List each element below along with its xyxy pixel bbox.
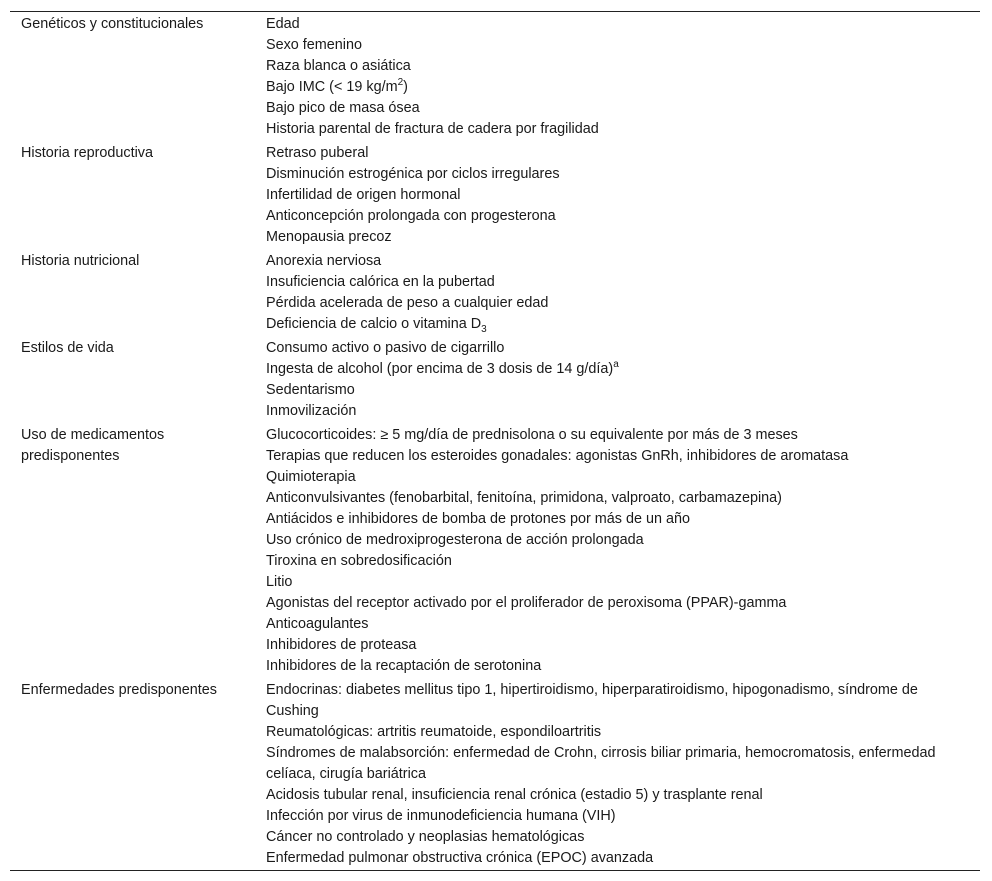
list-item-text: Glucocorticoides: ≥ 5 mg/día de prednisolona o su equivalente por más de 3 meses <box>266 427 798 443</box>
superscript: 2 <box>397 77 404 89</box>
list-item-text: Antiácidos e inhibidores de bomba de protones por más de un año <box>266 511 691 527</box>
list-item <box>266 572 966 593</box>
list-item <box>266 98 966 119</box>
list-item <box>266 467 966 488</box>
risk-factors-table-container <box>10 11 980 871</box>
list-item <box>266 251 966 272</box>
list-item-text: Retraso puberal <box>266 145 369 161</box>
list-item-text: Anticonvulsivantes (fenobarbital, fenitoína, primidona, valproato, carbamazepina) <box>266 490 782 506</box>
list-item <box>266 722 966 743</box>
category-cell: Genéticos y constitucionales <box>21 16 204 32</box>
list-item-text: Síndromes de malabsorción: enfermedad de Crohn, cirrosis biliar primaria, hemocromatosis, enfermedad celíaca, cirugía bariátrica <box>266 745 936 782</box>
list-item <box>266 185 966 206</box>
list-item <box>266 509 966 530</box>
list-item <box>266 14 966 35</box>
superscript: a <box>613 359 619 371</box>
list-item <box>266 143 966 164</box>
list-item <box>266 656 966 677</box>
list-item-text: Uso crónico de medroxiprogesterona de acción prolongada <box>266 532 644 548</box>
list-item-text: Sedentarismo <box>266 382 355 398</box>
list-item <box>266 314 966 335</box>
list-item-text: Inmovilización <box>266 403 357 419</box>
factors-cell <box>266 249 980 336</box>
factors-cell <box>266 141 980 249</box>
list-item-text: Bajo pico de masa ósea <box>266 100 420 116</box>
list-item-suffix: ) <box>403 79 408 95</box>
list-item-text: Consumo activo o pasivo de cigarrillo <box>266 340 505 356</box>
list-item-text: Bajo IMC (< 19 kg/m <box>266 79 398 95</box>
list-item <box>266 743 966 785</box>
list-item <box>266 530 966 551</box>
list-item-text: Tiroxina en sobredosificación <box>266 553 452 569</box>
list-item-text: Historia parental de fractura de cadera por fragilidad <box>266 121 599 137</box>
list-item-text: Agonistas del receptor activado por el proliferador de peroxisoma (PPAR)-gamma <box>266 595 787 611</box>
list-item-text: Raza blanca o asiática <box>266 58 411 74</box>
list-item-text: Anorexia nerviosa <box>266 253 382 269</box>
list-item <box>266 56 966 77</box>
list-item <box>266 359 966 380</box>
list-item-text: Menopausia precoz <box>266 229 392 245</box>
list-item <box>266 272 966 293</box>
list-item <box>266 401 966 422</box>
category-cell: Uso de medicamentos predisponentes <box>21 427 165 464</box>
list-item-text: Sexo femenino <box>266 37 362 53</box>
category-cell: Estilos de vida <box>21 340 114 356</box>
table-row <box>10 336 980 423</box>
list-item-text: Endocrinas: diabetes mellitus tipo 1, hipertiroidismo, hiperparatiroidismo, hipogonadismo, síndrome de Cushing <box>266 682 918 719</box>
category-cell: Enfermedades predisponentes <box>21 682 218 698</box>
list-item-text: Acidosis tubular renal, insuficiencia renal crónica (estadio 5) y trasplante renal <box>266 787 763 803</box>
list-item-text: Inhibidores de la recaptación de serotonina <box>266 658 542 674</box>
list-item <box>266 119 966 140</box>
factors-cell <box>266 678 980 871</box>
table-row <box>10 12 980 142</box>
category-cell: Historia nutricional <box>21 253 140 269</box>
list-item <box>266 77 966 98</box>
list-item <box>266 785 966 806</box>
factors-cell <box>266 423 980 678</box>
list-item-text: Reumatológicas: artritis reumatoide, espondiloartritis <box>266 724 602 740</box>
list-item <box>266 293 966 314</box>
list-item-text: Quimioterapia <box>266 469 356 485</box>
list-item <box>266 848 966 869</box>
list-item-text: Infección por virus de inmunodeficiencia humana (VIH) <box>266 808 616 824</box>
list-item <box>266 206 966 227</box>
list-item-text: Infertilidad de origen hormonal <box>266 187 461 203</box>
list-item <box>266 338 966 359</box>
category-cell: Historia reproductiva <box>21 145 153 161</box>
list-item-text: Insuficiencia calórica en la pubertad <box>266 274 495 290</box>
table-body <box>10 12 980 871</box>
list-item-text: Pérdida acelerada de peso a cualquier edad <box>266 295 549 311</box>
list-item <box>266 488 966 509</box>
list-item-text: Anticoncepción prolongada con progesterona <box>266 208 556 224</box>
list-item <box>266 593 966 614</box>
table-row <box>10 141 980 249</box>
list-item <box>266 227 966 248</box>
list-item <box>266 380 966 401</box>
list-item <box>266 827 966 848</box>
list-item-text: Deficiencia de calcio o vitamina D <box>266 316 482 332</box>
list-item-text: Disminución estrogénica por ciclos irregulares <box>266 166 560 182</box>
list-item-text: Litio <box>266 574 293 590</box>
list-item-text: Terapias que reducen los esteroides gonadales: agonistas GnRh, inhibidores de aromatasa <box>266 448 849 464</box>
risk-factors-table <box>10 11 980 871</box>
list-item <box>266 446 966 467</box>
table-row <box>10 678 980 871</box>
list-item <box>266 551 966 572</box>
list-item <box>266 425 966 446</box>
factors-cell <box>266 336 980 423</box>
table-row <box>10 423 980 678</box>
list-item <box>266 680 966 722</box>
list-item <box>266 806 966 827</box>
list-item <box>266 614 966 635</box>
factors-cell <box>266 12 980 142</box>
subscript: 3 <box>481 323 487 335</box>
list-item <box>266 635 966 656</box>
list-item-text: Inhibidores de proteasa <box>266 637 417 653</box>
list-item <box>266 164 966 185</box>
list-item-text: Cáncer no controlado y neoplasias hematológicas <box>266 829 585 845</box>
list-item-text: Edad <box>266 16 300 32</box>
list-item <box>266 35 966 56</box>
table-row <box>10 249 980 336</box>
list-item-text: Ingesta de alcohol (por encima de 3 dosis de 14 g/día) <box>266 361 614 377</box>
list-item-text: Anticoagulantes <box>266 616 369 632</box>
list-item-text: Enfermedad pulmonar obstructiva crónica (EPOC) avanzada <box>266 850 654 866</box>
